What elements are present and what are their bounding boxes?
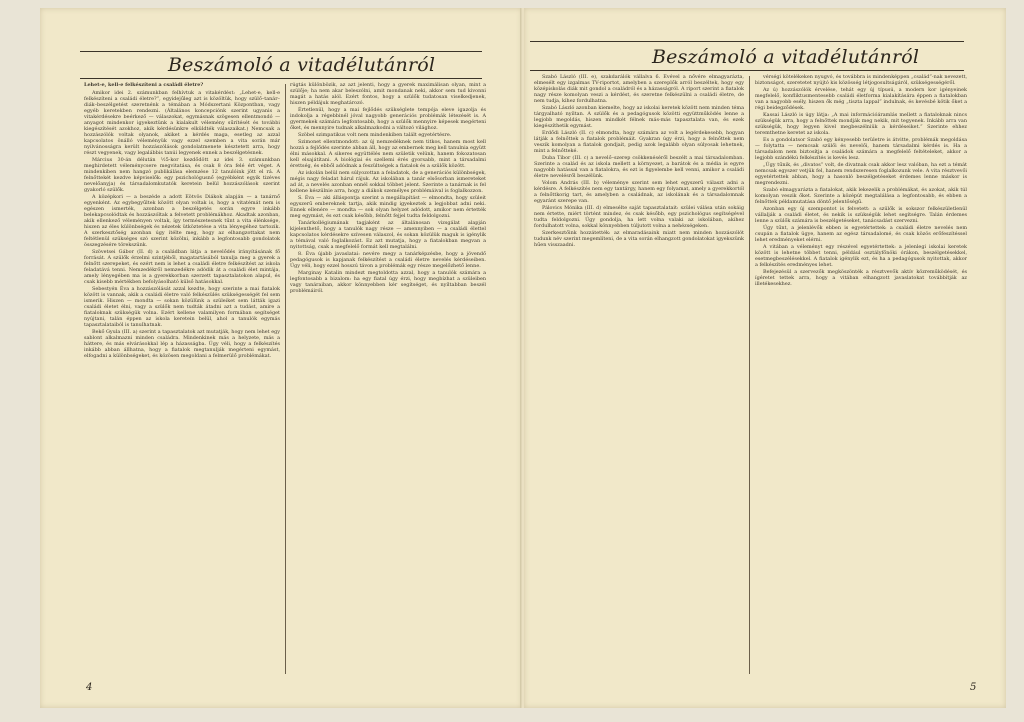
paragraph: „Úgy tűnik, és „divatos” volt, de divatnak csak akkor lesz valóban, ha ezt a témát nemcsak egyszer vetjük fel, hanem rendszeresen foglalkozunk vele. A vita résztvevői egyetértettek abban, hogy a hasonló beszélgetéseket érdemes lenne máskor is megrendezni.: [755, 162, 967, 186]
paragraph: vérségi kötelékeken nyugvó, és továbbra is mindenképpen „család”-nak nevezett, biztonságot, szeretetet nyújtó kis közösség létjogosultságáról, szükségességéről.: [755, 74, 967, 86]
paragraph: Volom András (III. b) véleménye szerint sem lehet egyszerű választ adni a kérdésre. A felkészítés nem egy tantárgy, hanem egy folyamat, amely a gyerekkortól a felnőttkorig tart, és amelyben a családnak, az iskolának és a társadalomnak egyaránt szerepe van.: [534, 180, 744, 204]
page-number: 5: [970, 682, 977, 693]
paragraph: Szabó László azonban kiemelte, hogy az iskolai keretek között nem minden téma tárgyalható nyíltan. A szülők és a pedagógusok közötti együttműködés lenne a legjobb megoldás, hiszen mindkét félnek más-más tapasztalata van, és ezek kiegészíthetik egymást.: [534, 105, 744, 129]
paragraph: Szimonet ellentmondott: az új nemzedéknek nem titkos, hanem most kell hozzá a fejlődés szerinte abban áll, hogy az embernek meg kell tanulnia együtt élni másokkal. A sikeres együttélés nem születik velünk, hanem fokozatosan kell elsajátítani. A biológiai és szellemi érés gyorsabb, mint a társadalmi érettség, és ebből adódnak a feszültségek a fiatalok és a szülők között.: [290, 139, 486, 169]
title-rule-top: [530, 41, 964, 42]
paragraph: Sebestyén Éva a hozzászólását azzal kezdte, hogy szerinte a mai fiatalok között is vannak, akik a családi életre való felkészülés szükségességét fel sem ismerik. Hiszen — mondta — sokan közülünk a szüleiket sem látták igazi családi életet élni, vagy a szülők nem tudták átadni azt a tudást, amire a fiataloknak szükségük volna. Ezért kellene valamilyen formában segítséget nyújtani, talán éppen az iskola keretein belül, ahol a tanulók egymás tapasztalataiból is tanulhatnak.: [84, 286, 280, 328]
paragraph: Március 30-án délután ½5-kor kezdődött az idei 3. számunkban meghirdetett véleménycsere megvitatása, és csak 8 óra felé ért véget. A mindenkiben nem hangzó publikálása elemzése 12 tanulóink jött el rá. A felnőttekét kezdve képviselők: egy pszichológusnő (egyébként egyik tizéves nevelőanyja) és társadalomkutatók keretein belül hozzászólások szerint gyakorló szülők.: [84, 157, 280, 193]
paragraph: A vitában a véleményt egy részével egyetértettek: a jelenlegi iskolai keretek között is lehetne többet tenni, például osztályfőnöki órákon, beszélgetésekkel, esetmegbeszélésekkel. A fiatalok igénylik ezt, és ha a pedagógusok nyitottak, akkor a felkészítés eredményes lehet.: [755, 244, 967, 268]
paragraph: Amikor idei 2. számunkban felhívtuk a vitakérdést: „Lehet-e, kell-e felkészíteni a családi életre?”, egyidejűleg azt is közöltük, hogy szülő–tanár–diák–beszélgetést szeretnénk a témában a Módszertani Központban, vagy egyéb keretekben rendezni. (Általános koncepciónk szerint ugyanis a vitakérdésekre beérkező — válaszokat, egymásnak szögesen ellentmondó — anyagot mindenkor igyekeztünk a kialakult vélemény sűrítését és további kiegészítését azokhoz, akik kérdésünkre elküldték válaszaikat.) Nemcsak a hozzászólók voltak olyanok, akiket a kérdés maga, esetleg az azzal kapcsolatos önálló véleményük vagy ezzel szemben a vita során már nyilvánosságra került hozzászólások gondolatmenete késztetett arra, hogy részt vegyenek, vagy legalábbis tanúi legyenek ennek a beszélgetésnek.: [84, 90, 280, 156]
left-page: [40, 8, 522, 708]
page-number: 4: [86, 682, 93, 693]
paragraph: Bekő Gyula (III. a) szerint a tapasztalatok azt mutatják, hogy nem lehet egy sablont alkalmazni minden családra. Mindenkinek más a helyzete, más a háttere, és más elvárásokkal lép a házasságba. Úgy véli, hogy a felkészítés inkább abban állhatna, hogy a fiatalok megtanulják megérteni egymást, elfogadni a különbségeket, és közösen megoldani a felmerülő problémákat.: [84, 329, 280, 359]
paragraph: Kassai László is úgy látja: „A mai információáramlás mellett a fiataloknak nincs szükségük arra, hogy a felnőttek mondják meg nekik, mit tegyenek. Inkább arra van szükségük, hogy legyen kivel megbeszélniük a kérdéseiket.” Szerinte ehhez teremthetne keretet az iskola.: [755, 112, 967, 136]
paragraph: Szerkesztőink hozzátették: az elmaradásaink miatt nem minden hozzászólót tudunk név szerint megemlíteni, de a vita során elhangzott gondolatokat igyekszünk hűen visszaadni.: [534, 230, 744, 248]
paragraph: Pálovics Mónika (III. d) elmesélte saját tapasztalatait: szülei válása után sokáig nem értette, miért történt mindez, és csak később, egy pszichológus segítségével tudta feldolgozni. Úgy gondolja, ha lett volna valaki az iskolában, akihez fordulhatott volna, sokkal könnyebben túljutott volna a nehézségeken.: [534, 205, 744, 229]
title-rule-bottom: [80, 78, 482, 79]
section-heading: Lehet-e, kell-e felkészíteni a családi életre?: [84, 82, 204, 88]
title-rule-bottom: [530, 70, 964, 71]
column-divider: [285, 84, 286, 674]
paragraph: Az iskolán belül nem súlyozottan a feladatok, de a generációs különbségek, mégis nagy feladat hárul rájuk. Az iskolában a tanár elsősorban ismereteket ad át, a nevelés azonban ennél sokkal többet jelent. Szerinte a tanárnak is fel kellene készülnie arra, hogy a diákok személyes problémáival is foglalkozzon.: [290, 170, 486, 194]
paragraph: Marginay Katalin mindezt megtoldotta azzal, hogy a tanulók számára a legfontosabb a bizalom: ha egy fiatal úgy érzi, hogy megbízhat a szüleiben vagy tanáraiban, akkor könnyebben kér segítséget, és nyíltabban beszél problémáiról.: [290, 270, 486, 294]
paragraph: Értetlenül, hogy a mai fejlődés szükséglete tempója eleve igazolja és indokolja a régebbinél jóval nagyobb generációs problémák létezését is. A gyermekek számára legfontosabb, hogy a szülők mennyire képesek megérteni őket, és mennyire tudnak alkalmazkodni a változó világhoz.: [290, 107, 486, 131]
page-title: Beszámoló a vitadélutánról: [652, 46, 920, 68]
page-title: Beszámoló a vitadélutánról: [168, 54, 436, 76]
paragraph: Es a gondolatsor Szabó egy kényesebb területre is átvitte, problémák megoldása — folytatta — nemcsak szülői és nevelői, hanem társadalmi kérdés is. Ha a társadalom nem biztosítja a családok számára a megfelelő feltételeket, akkor a legjobb szándékú felkészítés is kevés lesz.: [755, 137, 967, 161]
paragraph: Szövetsei Gábor (II. d) a családban látja a nevelődés irányításának fő forrását. A szülők érzelmi szintjéből, magatartásából tanulja meg a gyerek a felnőtt szerepeket, és ezért nem is lehet a családi életre felkészítést az iskola feladatává tenni. Nemzedékről nemzedékre adódik át a családi élet mintája, amely lényegében ma is a gyerekkorban szerzett tapasztalatokon alapul, és csak kisebb mértékben befolyásolható külső hatásokkal.: [84, 249, 280, 285]
right-page: [524, 8, 1006, 708]
column-divider: [749, 76, 750, 674]
text-column-right: [290, 82, 486, 678]
paragraph: Úgy tűnt, a jelenlévők ebben is egyetértettek: a családi életre nevelés nem csupán a fiatalok ügye, hanem az egész társadalomé, és csak közös erőfeszítéssel lehet eredményeket elérni.: [755, 225, 967, 243]
text-column-left: [534, 74, 744, 678]
paragraph: Befejezésül a szervezők megköszönték a résztvevők aktív közreműködését, és ígéretet tettek arra, hogy a vitában elhangzott javaslatokat továbbítják az illetékesekhez.: [755, 269, 967, 287]
paragraph: Duba Tibor (III. c) a nevelő–szerep csökkenéséről beszélt a mai társadalomban. Szerinte a család és az iskola mellett a környezet, a barátok és a média is egyre nagyobb hatással van a fiatalokra, és ezt is figyelembe kell venni, amikor a családi életre nevelésről beszélünk.: [534, 155, 744, 179]
paragraph: Azonban egy új szempontot is felvetett: a szülők is sokszor felkészületlenül vállalják a családi életet, és nekik is szükségük lehet segítségre. Talán érdemes lenne a szülők számára is beszélgetéseket, tanácsadást szervezni.: [755, 206, 967, 224]
text-column-left: [84, 82, 280, 678]
paragraph: Az ú) hozzászólók érvelése, tehát egy új típusú, a modern kor igényeinek megfelelő, konfliktusmentesebb családi életforma kialakítására éppen a fiatalokban van a nagyobb esély, hiszen ők még „tiszta lappal” indulnak, és kevésbé kötik őket a régi beidegződések.: [755, 87, 967, 111]
paragraph: Erdődi László (II. c) elmondta, hogy számára az volt a legérdekesebb, hogyan látják a felnőttek a fiatalok problémáit. Gyakran úgy érzi, hogy a felnőttek nem veszik komolyan a fiatalok gondjait, pedig azok legalább olyan súlyosak lehetnek, mint a felnőtteké.: [534, 130, 744, 154]
paragraph: 8. Éva újabb javaslatai: nevére megy a tanárképzésbe, hogy a jövendő pedagógusok is kapjanak felkészítést a családi életre nevelés kérdéseiben. Úgy véli, hogy ezzel hosszú távon a problémák egy része megelőzhető lenne.: [290, 251, 486, 269]
paragraph: Szabó László (III. e), szakdarálók vállalva 6. Évével a nővére elmagyarázta, elmesélt egy izgalmas TV-riportot, amelyben a szereplők arról beszéltek, hogy egy középiskolás diák mit gondol a családról és a házasságról. A riport szerint a fiatalok nagy része komolyan veszi a kérdést, és szeretne felkészülni a családi életre, de nem tudja, kihez fordulhatna.: [534, 74, 744, 104]
paragraph: Tanárkollégiumának tagjaként az általánosan vizsgálat alapján kijelenthető, hogy a tanulók nagy része — amennyiben — a családi élettel kapcsolatos kérdésekre szívesen válaszol, és sokan közülük maguk is igénylik a témával való foglalkozást. Ez azt mutatja, hogy a fiatalokban megvan a nyitottság, csak a megfelelő formát kell megtalálni.: [290, 220, 486, 250]
paragraph: Szabó elmagyarázta a fiatalokat, akik lekezelik a problémákat, és azokat, akik túl komolyan veszik őket. Szerinte a középút megtalálása a legfontosabb, és ebben a felnőttek példamutatása döntő jelentőségű.: [755, 187, 967, 205]
title-rule-top: [80, 51, 482, 52]
paragraph: S. Éva — aki álláspontja szerint a megállapítást — elmondta, hogy szüleit egyszerű embereknek tartja, akik mindig igyekeztek a legjobbat adni neki. Ennek ellenére — mondta — sok olyan helyzet adódott, amikor nem értették meg egymást, és ezt csak később, felnőtt fejjel tudta feldolgozni.: [290, 195, 486, 219]
paragraph: rúgtás különbözik, az azt jelenti, hogy a gyerek maximálisan olyan, mint a szülője; ha nem akar beleszólni, amit mondanak neki, akkor sem tud kivonni magát a hatás alól. Ezért fontos, hogy a szülők tudatosan viselkedjenek, hiszen példájuk meghatározó.: [290, 82, 486, 106]
paragraph: A középkori — a beszéde a adott Eötvös Diákok alapján — a tanárnő egyenként. Az egybegyűltek között olyan voltak is, hogy a vitatémát nem is egészen ismerték, azonban a beszélgetés során egyre inkább belekapcsolódtak és hozzászóltak a felvetett problémákhoz. Akadtak azonban, akik ellenkező véleményen voltak, így természetesnek tűnt a vita élénksége, hiszen az éles különbségek és nézetek ütköztetése a vita lényegéhez tartozik. A szerkesztőség azonban úgy ítélte meg, hogy az elhangzottakat nem feltétlenül szükséges szó szerint közölni, inkább a legfontosabb gondolatok összegzésére törekszünk.: [84, 194, 280, 248]
paragraph: Szöbel szimpatikus volt nem mindenkiben talált egyetértésre.: [298, 132, 452, 138]
text-column-right: [755, 74, 967, 678]
